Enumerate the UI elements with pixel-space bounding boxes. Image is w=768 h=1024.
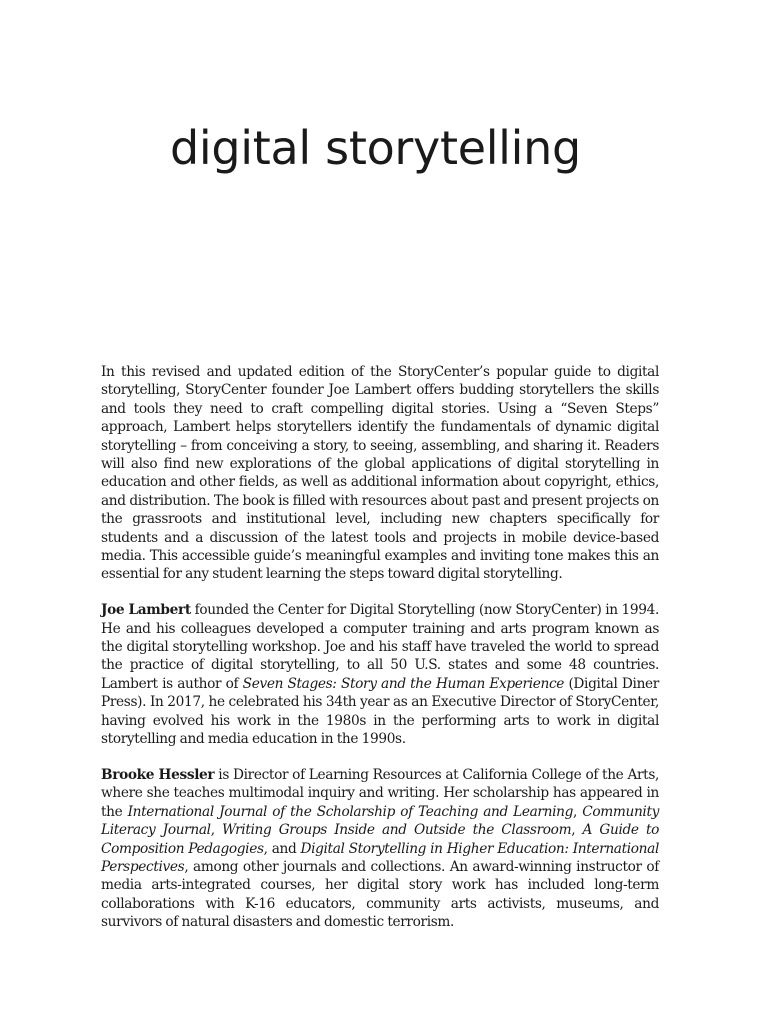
- book-title: digital storytelling: [170, 121, 581, 175]
- bio-lambert-text-1: founded the Center for Digital Storytelling (now StoryCenter) in 1994. He and his colleagues developed a computer training and arts program known as the digital storytelling workshop. Joe and his staff have traveled the world to spread the practice of digital storytelling, to all 50 U.S. states and some 48 countries. Lambert is author of: [101, 602, 659, 692]
- publication-digital-storytelling-higher-ed: Digital Storytelling in Higher Education: International Perspectives: [101, 840, 659, 875]
- publication-ijsotl: International Journal of the Scholarship of Teaching and Learning: [127, 803, 573, 820]
- book-description: In this revised and updated edition of the StoryCenter’s popular guide to digital storytelling, StoryCenter founder Joe Lambert offers budding storytellers the skills and tools they need to craft compelling digital stories. Using a “Seven Steps” approach, Lambert helps storytellers identify the fundamentals of dynamic digital storytelling – from conceiving a story, to seeing, assembling, and sharing it. Readers will also find new explorations of the global applications of digital storytelling in education and other fields, as well as additional information about copyright, ethics, and distribution. The book is filled with resources about past and present projects on the grassroots and institutional level, including new chapters specifically for students and a discussion of the latest tools and projects in mobile device-based media. This accessible guide’s meaningful examples and inviting tone makes this an essential for any student learning the steps toward digital storytelling.: [101, 364, 659, 583]
- separator-1: ,: [573, 803, 583, 820]
- author-bio-hessler: [101, 766, 659, 932]
- publication-composition-pedagogies: A Guide to Composition Pedagogies: [101, 822, 659, 857]
- separator-3: ,: [571, 822, 583, 839]
- separator-2: ,: [210, 822, 223, 839]
- bio-lambert-book-title: Seven Stages: Story and the Human Experience: [242, 675, 565, 692]
- publication-writing-groups: Writing Groups Inside and Outside the Classroom: [222, 822, 572, 839]
- author-name-hessler: Brooke Hessler: [101, 766, 215, 783]
- bio-hessler-text-1: is Director of Learning Resources at California College of the Arts, where she teaches multimodal inquiry and writing. Her scholarship has appeared in the: [101, 766, 659, 820]
- bio-hessler-text-2: , among other journals and collections. An award-winning instructor of media arts-integrated courses, her digital story work has included long-term collaborations with K-16 educators, community arts activists, museums, and survivors of natural disasters and domestic terrorism.: [101, 858, 659, 931]
- author-name-lambert: Joe Lambert: [101, 602, 191, 619]
- back-cover-text: [101, 363, 659, 932]
- publication-community-literacy-journal: Community Literacy Journal: [101, 803, 659, 839]
- bio-lambert-text-2: (Digital Diner Press). In 2017, he celebrated his 34th year as an Executive Director of StoryCenter, having evolved his work in the 1980s in the performing arts to work in digital storytelling and media education in the 1990s.: [101, 675, 659, 748]
- author-bio-lambert: [101, 601, 659, 748]
- separator-4: , and: [263, 840, 301, 857]
